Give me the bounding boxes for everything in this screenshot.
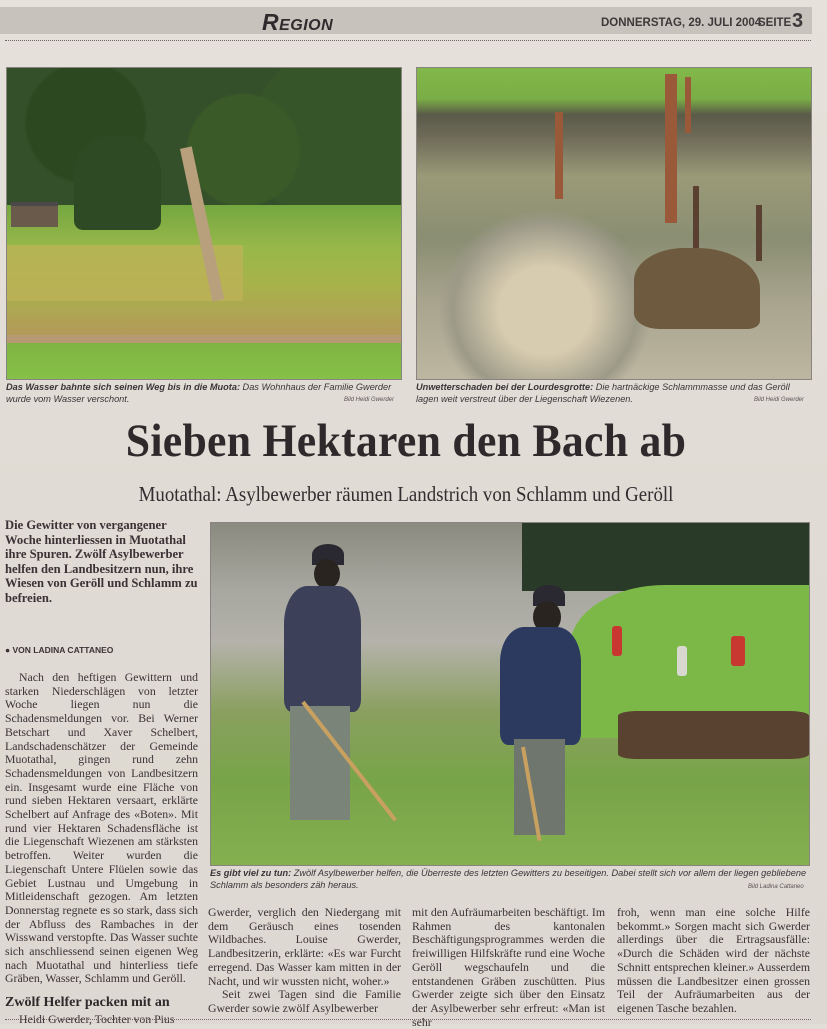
caption-text: Zwölf Asylbewerber helfen, die Überreste des letzten Gewitters zu beseitigen. Dabei stellt sich vor allem der liegen gebliebene Schlamm als besonders zäh heraus.	[210, 868, 807, 890]
caption-lead: Es gibt viel zu tun:	[210, 868, 292, 878]
debris-pile	[634, 248, 760, 329]
photo-caption-2	[416, 381, 810, 405]
article-column-3	[412, 906, 605, 1029]
page-number: 3	[792, 10, 804, 32]
intertitle: Zwölf Helfer packen mit an	[5, 995, 170, 1011]
header-divider	[5, 40, 811, 41]
worker-right	[492, 585, 594, 852]
post	[555, 112, 563, 199]
footer-divider	[5, 1019, 811, 1020]
headline: Sieben Hektaren den Bach ab	[125, 415, 687, 467]
article-lead: Die Gewitter von vergangener Woche hinterliessen in Muotathal ihre Spuren. Zwölf Asylbewerber helfen den Landbesitzern nun, ihre Wiesen von Geröll und Schlamm zu befreien.	[5, 518, 198, 605]
photo-caption-3	[210, 867, 810, 891]
paragraph: Seit zwei Tagen sind die Familie Gwerder sowie zwölf Asylbewerber	[208, 987, 401, 1015]
caption-lead: Das Wasser bahnte sich seinen Weg bis in die Muota:	[6, 382, 240, 392]
paragraph: mit den Aufräumarbeiten beschäftigt. Im Rahmen des kantonalen Beschäftigungsprogrammes werden die freiwilligen Hilfskräfte rund eine Woche Geröll wegschaufeln und die entstandenen Gräben zuschütten. Pius Gwerder zeigte sich über den Einsatz der Asylbewerber sehr erfreut: «Man ist sehr	[412, 905, 605, 1029]
paragraph: froh, wenn man eine solche Hilfe bekommt.» Sorgen macht sich Gwerder allerdings über die Ertragsausfälle: «Durch die Schäden wird der nächste Schnitt entsprechen kleiner.» Ausserdem müssen die Landbesitzer einen grossen Teil der Aufräumarbeiten aus der eigenen Tasche bezahlen.	[617, 905, 810, 1015]
paragraph: Gwerder, verglich den Niedergang mit dem Geräusch eines tosenden Wildbaches. Louise Gwerder, Landbesitzerin, erklärte: «Es war Furcht erregend. Das Wasser kam mitten in der Nacht, und wir wussten nicht, woher.»	[208, 905, 401, 988]
photo-credit-1: Bild Heidi Gwerder	[344, 397, 395, 403]
worker-background	[677, 646, 687, 676]
worker-left	[271, 544, 379, 845]
fence-post	[693, 186, 699, 248]
photo-workers-clearing	[210, 522, 810, 866]
section-title: Region	[262, 9, 334, 35]
article-column-1	[5, 671, 198, 1027]
worker-background	[612, 626, 622, 656]
paragraph: Nach den heftigen Gewittern und starken Niederschlägen von letzter Woche liegen nun die Schadensmeldungen vor. Bei Werner Betschart und Xaver Schelbert, Landschadenschätzer der Gemeinde Muotathal, gingen rund zehn Schadensmeldungen von Landbesitzern ein. Insgesamt wurde eine Fläche von rund sieben Hektaren versaart, erklärte Schelbert auf Anfrage des «Boten». Mit rund vier Hektaren Schadensfläche ist die Liegenschaft Wiezenen am stärksten betroffen. Weiter wurden die Liegenschaft Untere Flüelen sowie das Gebiet Lustnau und Umgebung in Mitleidenschaft gezogen. Am letzten Donnerstag regnete es so stark, dass sich der Abfluss des Rambaches in der Wisswand verstopfte. Das Wasser suchte sich anschliessend seinen eigenen Weg nach Muotathal und hinterliess tiefe Gräben, Wasser, Schlamm und Geröll.	[5, 670, 198, 986]
worker-background	[731, 636, 745, 666]
paragraph: Heidi Gwerder, Tochter von Pius	[19, 1011, 175, 1026]
post	[685, 77, 691, 133]
trench	[618, 711, 809, 759]
tree-line	[522, 523, 809, 591]
farmhouse	[11, 202, 58, 228]
issue-date: DONNERSTAG, 29. JULI 2004	[601, 17, 762, 29]
article-column-4	[617, 906, 810, 1016]
caption-text: Die hartnäckige Schlammmasse und das Geröll lagen weit verstreut über der Liegenschaft Wiezenen.	[416, 382, 790, 404]
photo-lourdesgrotte-damage	[416, 67, 812, 380]
road	[7, 335, 401, 343]
photo-credit-3: Bild Ladina Cattaneo	[748, 884, 804, 890]
photo-credit-2: Bild Heidi Gwerder	[754, 397, 805, 403]
caption-lead: Unwetterschaden bei der Lourdesgrotte:	[416, 382, 594, 392]
subheadline: Muotathal: Asylbewerber räumen Landstrich von Schlamm und Geröll	[138, 482, 674, 506]
fence-post	[756, 205, 762, 261]
section-header-band	[0, 7, 812, 34]
fir-trees	[74, 136, 161, 229]
caption-text: Das Wohnhaus der Familie Gwerder wurde vom Wasser verschont.	[6, 382, 392, 404]
byline: ● VON LADINA CATTANEO	[5, 645, 114, 655]
page-label: SEITE	[758, 17, 792, 29]
article-column-2	[208, 906, 401, 1016]
photo-caption-1	[6, 381, 400, 405]
photo-valley-landslide	[6, 67, 402, 380]
forest	[7, 68, 401, 205]
mud-flow	[437, 208, 654, 379]
shrine-pillar	[665, 74, 677, 223]
